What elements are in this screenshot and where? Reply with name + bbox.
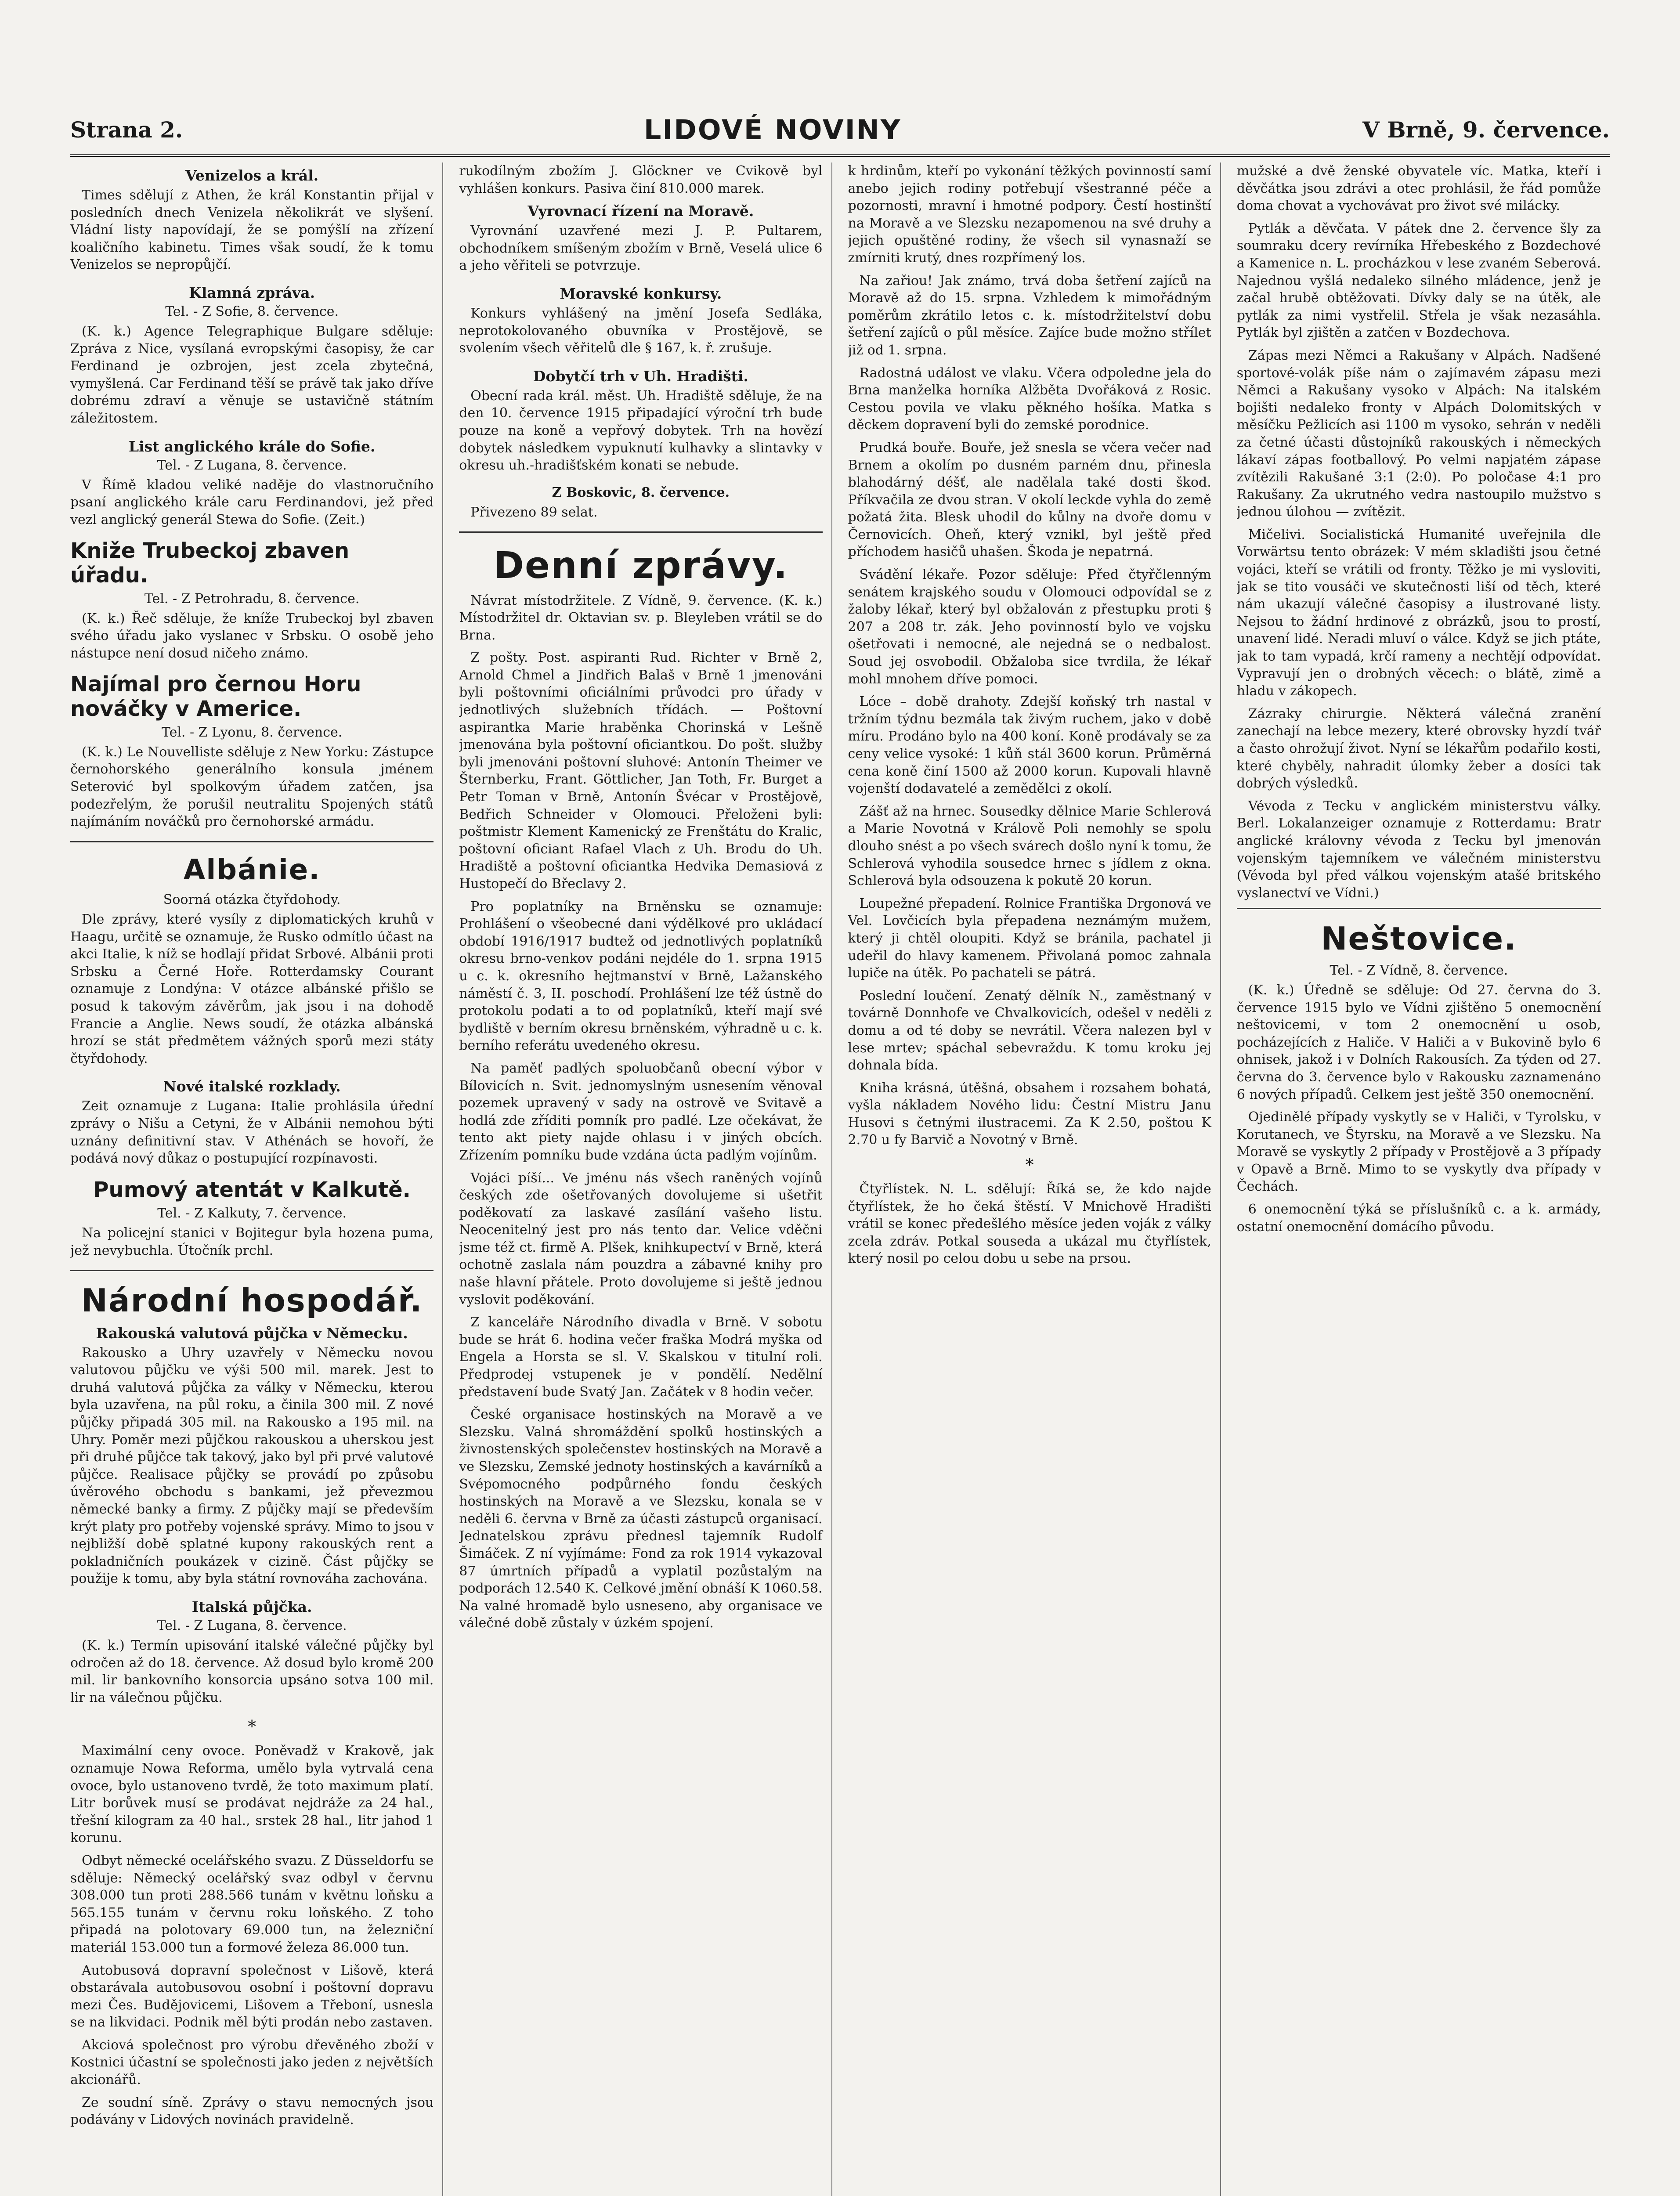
article-title: Kniže Trubeckoj zbaven úřadu. <box>70 538 350 588</box>
article <box>70 438 434 529</box>
article <box>70 1078 434 1167</box>
article-text: (K. k.) Úředně se sděluje: Od 27. června do 3. července 1915 bylo ve Vídni zjištěno 5 onemocnění neštovicemi, v tom 2 onemocnění u osob, pocházejících z Haliče. V Haliči a v Bukovině bylo 6 ohnisek, jakož i v Dolních Rakousích. Za týden od 27. června do 3. července bylo v Rakousku zaznamenáno 6 nových případů. Celkem jest ještě 350 onemocnění. <box>1236 982 1601 1102</box>
article-title: Rakouská valutová půjčka v Německu. <box>96 1324 408 1342</box>
article-text: Pytlák a děvčata. V pátek dne 2. července šly za soumraku dcery revírníka Hřebeského z Bozdechové a Kamenice n. L. procházkou v lese zvaném Seberová. Najednou vyšlá nedaleko silného mládence, jenž je začal hrubě obtěžovati. Dívky daly se na útěk, ale pytlák za nimi vystřelil. Střela je však nezasáhla. Pytlák byl zjištěn a zatčen v Bozdechova. <box>1236 220 1601 341</box>
article-dateline: Tel. - Z Kalkuty, 7. července. <box>157 1205 347 1221</box>
article-text: mužské a dvě ženské obyvatele víc. Matka, kteří i děvčátka jsou zdrávi a otec prohlásil, že řád pomůže doma chovat a vychovávat pro život své milácky. <box>1236 163 1601 214</box>
article-text: Mičelivi. Socialistická Humanité uveřejnila dle Vorwärtsu tento obrázek: V mém skladišti jsou četné vojáci, kteří se vrátili od fronty. Těžko je mi vysloviti, jak se tito vousáči ve skutečnosti liší od těch, které nám ukazují válečné časopisy a ilustrované listy. Nejsou to žádní hrdinové z obrázků, jsou to prostí, unavení lidé. Neradi mluví o válce. Když se jich ptáte, jak to tam vypadá, krčí rameny a nechtějí odpovídat. Vypravují jen o drobných věcech: o blátě, zimě a hladu v zákopech. <box>1236 527 1601 699</box>
article-dateline: Tel. - Z Lugana, 8. července. <box>157 1618 347 1633</box>
article <box>70 853 434 1068</box>
divider <box>70 841 434 842</box>
article-text: Radostná událost ve vlaku. Včera odpoledne jela do Brna manželka horníka Alžběta Dvořáková z Rosic. Cestou povila ve vlaku pěkného hošíka. Matka s děckem dopravení byli do zemské porodnice. <box>848 365 1211 433</box>
section-title: Národní hospodář. <box>81 1282 423 1319</box>
article-title: Klamná zpráva. <box>189 284 315 301</box>
article-text: Maximální ceny ovoce. Poněvadž v Krakově, jak oznamuje Nowa Reforma, umělo byla vytrvalá cena ovoce, bylo ustanoveno tvrdě, že toto maximum platí. Litr borůvek musí se prodávat nejdráže za 24 hal., třešní kilogram za 40 hal., srstek 28 hal., litr jahod 1 korunu. <box>70 1743 434 1846</box>
asterisk-divider: * <box>248 1717 257 1737</box>
masthead <box>70 105 1610 157</box>
article-text: Akciová společnost pro výrobu dřevěného zboží v Kostnici účastní se společnosti jako jeden z největších akcionářů. <box>70 2037 434 2088</box>
article-text: rukodílným zbožím J. Glöckner ve Cvikově byl vyhlášen konkurs. Pasiva činí 810.000 marek. <box>459 163 823 196</box>
section-title: Denní zprávy. <box>493 544 788 587</box>
article-text: Na paměť padlých spoluobčanů obecní výbor v Bílovicích n. Svit. jednomyslným usnesením věnoval pozemek upravený v sady na ostrově ve Svitavě a hodlá zde zříditi pomník pro padlé. Lze očekávat, že tento akt piety najde ohlasu i v jiných obcích. Zřízením pomníku bude vzdána úcta padlým vojínům. <box>459 1060 823 1163</box>
article-text: Přivezeno 89 selat. <box>470 504 598 520</box>
article-text: České organisace hostinských na Moravě a ve Slezsku. Valná shromáždění spolků hostinských a živnostenských společenstev hostinských na Moravě a ve Slezsku, Zemské jednoty hostinských a kavárníků a Svépomocného podpůrného fondu českých hostinských na Moravě a ve Slezsku, konala se v neděli 6. června v Brně za účasti zástupců organisací. Jednatelskou zprávu přednesl tajemník Rudolf Šimáček. Z ní vyjímáme: Fond za rok 1914 vykazoval 87 úmrtních případů a vyplatil pozůstalým na podporách 12.540 K. Celkové jmění obnáší K 1060.58. Na valné hromadě bylo usneseno, aby organisace ve válečné době zůstaly v úzkém spojení. <box>459 1407 823 1631</box>
article-title: Pumový atentát v Kalkutě. <box>93 1177 411 1202</box>
article-text: Autobusová dopravní společnost v Lišově, která obstarávala autobusovou osobní i poštovní dopravu mezi Čes. Budějovicemi, Lišovem a Třeboní, usnesla se na likvidaci. Podnik měl býti prodán nebo zastaven. <box>70 1962 434 2030</box>
column-3 <box>848 163 1221 2196</box>
article-text: Ze soudní síně. Zprávy o stavu nemocných jsou podávány v Lidových novinách pravidelně. <box>70 2095 434 2128</box>
article-dateline: Tel. - Z Petrohradu, 8. července. <box>144 591 360 607</box>
article-text: 6 onemocnění týká se příslušníků c. a k. armády, ostatní onemocnění domácího původu. <box>1236 1202 1601 1235</box>
article-text: Vyrovnání uzavřené mezi J. P. Pultarem, obchodníkem smíšeným zbožím v Brně, Veselá ulice 6 a jeho věřiteli se potvrzuje. <box>459 223 823 274</box>
article-text: (K. k.) Le Nouvelliste sděluje z New Yorku: Zástupce černohorského generálního konsula jménem Seterović byl spolkovým úřadem zatčen, jsa podezřelým, že porušil neutralitu Spojených států najímáním nováčků pro černohorské armádu. <box>70 744 434 830</box>
article-dateline: Tel. - Z Vídně, 8. července. <box>1330 962 1508 978</box>
article <box>459 485 822 521</box>
article <box>70 1178 434 1259</box>
article <box>70 1325 434 1588</box>
article-title: Moravské konkursy. <box>560 285 722 302</box>
article-text: (K. k.) Termín upisování italské válečné půjčky byl odročen až do 18. července. Až dosud bylo kromě 200 mil. lir bankovního konsorcia upsáno sotva 100 mil. lir na válečnou půjčku. <box>70 1638 434 1705</box>
article-text: Zápas mezi Němci a Rakušany v Alpách. Nadšené sportové-volák píše nám o zajímavém zápasu mezi Němci a Rakušany vysoko v Alpách: Na italském bojišti nedaleko fronty v Alpách Dolomitských v měsíčku Pežlicích asi 1100 m vysoko, sehrán v neděli za četné účasti důstojníků rakouských i německých lákaví zápas footballový. Po velmi napjatém zápase zvítězili Rakušané 3:1 (2:0). Po poločase 4:1 pro Rakušany. Za ukrutného vedra nastoupilo mužstvo s jednou úlohou — zvítězit. <box>1236 347 1601 520</box>
article-text: k hrdinům, kteří po vykonání těžkých povinností samí anebo jejich rodiny potřebují všestranné péče a pozornosti, mravní i hmotné podpory. Čestí hostinští na Moravě a ve Slezsku nezapomenou na své druhy a jejich opuštěné rodiny, že všech sil vynasnaží se zmírniti krutý, dnes rozpřímený los. <box>848 163 1211 266</box>
section-title: Albánie. <box>183 853 321 886</box>
column-4 <box>1237 163 1610 2196</box>
article-title: List anglického krále do Sofie. <box>128 437 376 455</box>
article-text: Čtyřlístek. N. L. sdělují: Říká se, že kdo najde čtyřlístek, že ho čeká štěstí. V Mnichově Hradišti vrátil se konec předešlého měsíce jeden voják z války zcela zdráv. Potkal souseda a ukázal mu čtyřlístek, který nosil po celou dobu u sebe na prsou. <box>848 1181 1211 1267</box>
article-text: Na policejní stanici v Bojitegur byla hozena puma, jež nevybuchla. Útočník prchl. <box>70 1225 434 1258</box>
divider <box>70 1270 434 1271</box>
article-text: Odbyt německé ocelářského svazu. Z Düsseldorfu se sděluje: Německý ocelářský svaz odbyl v červnu 308.000 tun proti 288.566 tunám v květnu loňsku a 565.155 tunám v červnu roku loňského. Z toho připadá na polotovary 69.000 tun, na železniční materiál 153.000 tun a formové železa 86.000 tun. <box>70 1853 434 1955</box>
article-text: Svádění lékaře. Pozor sděluje: Před čtyřčlenným senátem krajského soudu v Olomouci odpovídal se z žaloby lékař, který byl obžalován z přestupku proti § 207 a 208 tr. zák. Jeho povinností bylo ve vojsku ošetřovati i nemocné, ale nejedná se o nedbalost. Soud jej osvobodil. Obžaloba sice tvrdila, že lékař mohl mnohem dříve pomoci. <box>848 567 1211 687</box>
article-text: Zázraky chirurgie. Některá válečná zranění zanechají na lebce mezery, které obrovsky hyzdí tvář a často ohrožují život. Nyní se lékařům podařilo kosti, které chyběly, nahradit úlomky žeber a dosíci tak dobrých výsledků. <box>1236 706 1601 791</box>
article-title: Italská půjčka. <box>191 1598 312 1615</box>
article-title: Vyrovnací řízení na Moravě. <box>527 202 754 220</box>
article-text: Lóce – době drahoty. Zdejší koňský trh nastal v tržním týdnu bezmála tak živým ruchem, jako v době míru. Prodáno bylo na 400 koní. Koně prodávaly se za ceny velice vysoké: 1 kůň stál 3600 korun. Průměrná cena koně činí 1500 až 2000 korun. Kupovali hlavně vojenští dodavatelé a zemědělci z okolí. <box>848 694 1211 797</box>
article-text: (K. k.) Agence Telegraphique Bulgare sděluje: Zpráva z Nice, vysílaná evropskými časopisy, že car Ferdinand je ozbrojen, jest zcela zbytečná, vymyšlená. Car Ferdinand těší se právě tak jako dříve dobrému zdraví a věnuje se ustavičně státním záležitostem. <box>70 323 434 426</box>
article <box>70 1598 434 1706</box>
article-text: Zeit oznamuje z Lugana: Italie prohlásila úřední zprávy o Nišu a Cetyni, že v Albánii nemohou býti uznány definitivní stav. V Athénách se hovoří, že podává nový důkaz o postupující rozpínavosti. <box>70 1098 434 1167</box>
article <box>459 285 822 357</box>
place-date: V Brně, 9. července. <box>1362 116 1610 143</box>
article-text: Rakousko a Uhry uzavřely v Německu novou valutovou půjčku ve výši 500 mil. marek. Jest to druhá valutová půjčka za války v Německu, kterou byla uzavřena, na půl roku, a činila 300 mil. Z nové půjčky připadá 305 mil. na Rakousko a 195 mil. na Uhry. Poměr mezi půjčkou rakouskou a uherskou jest při druhé půjčce tak takový, jako byl při prvé valutové půjčce. Realisace půjčky se provádí po způsobu úvěrového obchodu s bankami, jež převezmou německé banky a firmy. Z půjčky mají se především krýt platy pro potřeby vojenské správy. Mimo to jsou v nejbližší době splatné kupony rakouských rent a pokladničních poukázek v cizině. Část půjčky se použije k tomu, aby byla státní rovnováha zachována. <box>70 1345 434 1587</box>
divider <box>1237 908 1601 909</box>
article-dateline: Tel. - Z Lyonu, 8. července. <box>161 724 343 740</box>
article-text: Zášť až na hrnec. Sousedky dělnice Marie Schlerová a Marie Novotná v Králově Poli nemohly se spolu dlouho snést a po všech svárech došlo nyní k tomu, že Schlerová vyhodila sousedce hrnec s jídlem z okna. Schlerová byla odsouzena k pokutě 20 korun. <box>848 803 1211 889</box>
article-text: Poslední loučení. Zenatý dělník N., zaměstnaný v továrně Donnhofe ve Chvalkovicích, odešel v neděli z domu a od té doby se nevrátil. Včera nalezen byl v lese mrtev; spáchal sebevraždu. K tomu kroku jej dohnala bída. <box>848 988 1211 1073</box>
article-text: Pro poplatníky na Brněnsku se oznamuje: Prohlášení o všeobecné dani výdělkové pro ukládací období 1916/1917 budtež od jednotlivých poplatníků okresu brno-venkov podáni nejdéle do 1. srpna 1915 u c. k. okresního hejtmanství v Brně, Lažanského náměstí č. 3, II. poschodí. Prohlášení lze též ústně do protokolu podati a to od poplatníků, kteří mají své bydliště v berním okresu brněnském, výhradně u c. k. berního referátu uvedeného okresu. <box>459 899 823 1054</box>
article-title: Nové italské rozklady. <box>163 1078 341 1095</box>
article <box>459 368 822 474</box>
article <box>70 672 434 830</box>
article-title: Najímal pro černou Horu nováčky v Americe. <box>70 672 361 721</box>
article-subtitle: Soorná otázka čtyřdohody. <box>163 892 341 907</box>
article <box>70 284 434 427</box>
divider <box>459 531 822 533</box>
article <box>70 167 434 274</box>
article <box>459 202 822 274</box>
article-text: Z kanceláře Národního divadla v Brně. V sobotu bude se hrát 6. hodina večer fraška Modrá myška od Engela a Horsta se sl. V. Skalskou v titulní roli. Předprodej vstupenek je v pondělí. Nedělní představení bude Svatý Jan. Začátek v 8 hodin večer. <box>459 1315 823 1400</box>
article-title: Dobytčí trh v Uh. Hradišti. <box>533 367 748 385</box>
article-text: Times sdělují z Athen, že král Konstantin přijal v posledních dnech Venizela několikrát ve slyšení. Vládní listy napovídají, že se pomýšlí na zřízení koaličního kabinetu. Times však soudí, že k tomu Venizelos se nepropůjčí. <box>70 188 434 273</box>
section-title: Neštovice. <box>1321 920 1517 957</box>
article-text: Vojáci píší... Ve jménu nás všech raněných vojínů českých zde ošetřovaných dovolujeme si ušetřit poděkovatí za laskavé zasílání vašeho listu. Neocenitelný jest pro nás tento dar. Velice vděčni jsme též ct. firmě A. Plšek, knihkupectví v Brně, která ochotně zaslala nám pouzdra a zábavné knihy pro naše hlavní přátele. Proto dovolujeme si ještě jednou vyslovit poděkování. <box>459 1170 823 1307</box>
article-text: Konkurs vyhlášený na jmění Josefa Sedláka, neprotokolovaného obuvníka v Prostějově, se svolením všech věřitelů dle § 167, k. ř. zrušuje. <box>459 305 823 356</box>
article-dateline: Z Boskovic, 8. července. <box>552 484 730 500</box>
page-number: Strana 2. <box>70 116 183 143</box>
article-text: Loupežné přepadení. Rolnice Františka Drgonová ve Vel. Lovčicích byla přepadena neznámým mužem, který ji chtěl oloupiti. Když se bránila, pachatel ji udeřil do hlavy kamenem. Přivolaná pomoc zahnala lupiče na útěk. Po pachateli se pátrá. <box>848 896 1211 981</box>
article-text: Prudká bouře. Bouře, jež snesla se včera večer nad Brnem a okolím po dusném parném dnu, přinesla blahodárný déšť, ale nadělala také dosti škod. Příkvačila ze dvou stran. V okolí leckde vyhla do země požatá žita. Blesk uhodil do kůlny na dvoře domu v Černovicích. Oheň, který vznikl, byl ještě před příchodem hasičů uhašen. Škoda je nepatrná. <box>848 440 1211 560</box>
column-1 <box>70 163 443 2196</box>
article-title: Venizelos a král. <box>185 167 319 184</box>
article-text: Návrat místodržitele. Z Vídně, 9. července. (K. k.) Místodržitel dr. Oktavian sv. p. Bleyleben vrátil se do Brna. <box>459 592 823 643</box>
article-text: Ojedinělé případy vyskytly se v Haliči, v Tyrolsku, v Korutanech, ve Štyrsku, na Moravě a ve Slezsku. Na Moravě se vyskytly 2 případy v Prostějově a 3 případy v Opavě a Brně. Mimo to se vyskytly dva případy v Čechách. <box>1236 1109 1601 1195</box>
columns <box>70 163 1610 2196</box>
column-2 <box>459 163 832 2196</box>
article-text: Kniha krásná, útěšná, obsahem i rozsahem bohatá, vyšla nákladem Nového lidu: Čestní Mistru Janu Husovi s četnými ilustracemi. Za K 2.50, poštou K 2.70 u fy Barvič a Novotný v Brně. <box>848 1080 1211 1148</box>
article-text: Na zařiou! Jak známo, trvá doba šetření zajíců na Moravě až do 15. srpna. Vzhledem k mimořádným poměrům zkrátilo letos c. k. místodržitelství dobu šetření zajíců o půl měsíce. Zajíce bude možno střílet již od 1. srpna. <box>848 273 1211 358</box>
asterisk-divider: * <box>1025 1155 1034 1175</box>
article-text: (K. k.) Řeč sděluje, že kníže Trubeckoj byl zbaven svého úřadu jako vyslanec v Srbsku. O osobě jeho nástupce není dosud ničeho známo. <box>70 610 434 661</box>
article <box>70 539 434 662</box>
article-text: Vévoda z Tecku v anglickém ministerstvu války. Berl. Lokalanzeiger oznamuje z Rotterdamu: Bratr anglické královny vévoda z Tecku byl jmenován vojenským tajemníkem ve válečném ministerstvu (Vévoda byl před válkou vojenským atašé britského vyslanectví ve Vídni.) <box>1236 798 1601 901</box>
article-text: Obecní rada král. měst. Uh. Hradiště sděluje, že na den 10. července 1915 připadající výroční trh bude pouze na koně a vepřový dobytek. Trh na hovězí dobytek následkem vypuknutí kulhavky a slintavky v okresu uh.-hradišťském konati se nebude. <box>459 388 823 473</box>
article-text: Dle zprávy, které vysíly z diplomatických kruhů v Haagu, určitě se oznamuje, že Rusko odmítlo účast na akci Italie, k níž se hodlají přidat Srbové. Albánii proti Srbsku a Černé Hoře. Rotterdamsky Courant oznamuje z Londýna: V otázce albánské přišlo se posud k takovým závěrům, jak jsou i na dohodě Francie a Anglie. News soudí, že otázka albánská hrozí se stát předmětem vážných sporů mezi státy čtyřdohody. <box>70 912 434 1066</box>
article-text: Z pošty. Post. aspiranti Rud. Richter v Brně 2, Arnold Chmel a Jindřich Balaš v Brně 1 jmenováni byli poštovními oficiálními průvodci pro úřady v jednotlivých služebních třídách. — Poštovní aspirantka Marie hraběnka Chorinská v Lešně jmenována byla poštovní oficiantkou. Do pošt. služby byli jmenováni poštovní sluhové: Antonín Theimer ve Šternberku, Frant. Göttlicher, Jan Toth, Fr. Burget a Petr Toman v Brně, Antonín Švécar v Prostějově, Bedřich Schneider v Olomouci. Přeloženi byli: poštmistr Klement Kamenický ze Frenštátu do Kralic, poštovní oficiant Rafael Vlach z Uh. Brodu do Uh. Hradiště a poštovní oficiantka Hedvika Demasiová z Hustopečí do Břeclavy 2. <box>459 650 823 892</box>
article-text: V Římě kladou veliké naděje do vlastnoručního psaní anglického krále caru Ferdinandovi, jež před vezl anglický generál Stewa do Sofie. (Zeit.) <box>70 477 434 527</box>
newspaper-title: LIDOVÉ NOVINY <box>643 113 902 146</box>
article-dateline: Tel. - Z Lugana, 8. července. <box>157 457 347 473</box>
article-dateline: Tel. - Z Sofie, 8. července. <box>165 303 339 319</box>
